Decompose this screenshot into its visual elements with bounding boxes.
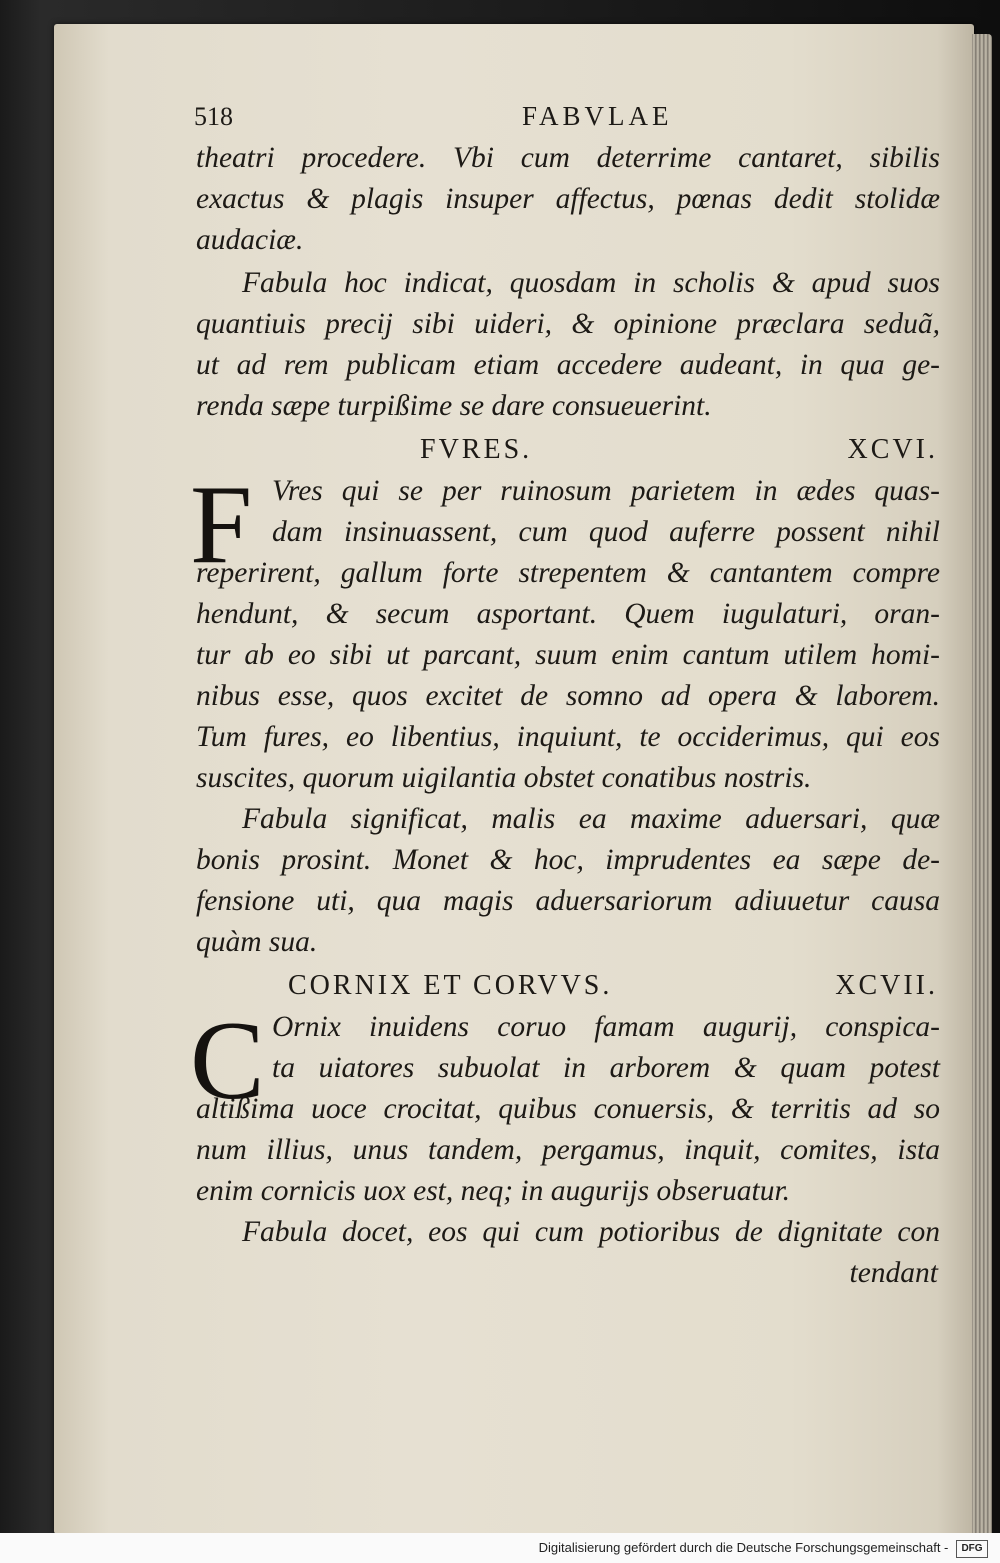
text-line: fensione uti, qua magis aduersariorum adiuuetur causa <box>196 885 940 917</box>
text-line: quantiuis precij sibi uideri, & opinione præclara seduã, <box>196 308 940 340</box>
moral-paragraph <box>196 1212 940 1294</box>
text-line: audaciæ. <box>196 224 304 256</box>
page-header <box>196 96 940 138</box>
drop-cap: C <box>190 999 265 1123</box>
drop-cap: F <box>190 463 253 587</box>
text-line: theatri procedere. Vbi cum deterrime cantaret, sibilis <box>196 142 940 174</box>
text-line: Fabula hoc indicat, quosdam in scholis & apud suos <box>242 267 940 299</box>
fable-heading <box>196 963 940 1007</box>
text-line: Tum fures, eo libentius, inquiunt, te occiderimus, qui eos <box>196 721 940 753</box>
page-text <box>190 96 940 1294</box>
text-line: quàm sua. <box>196 926 318 958</box>
text-line: bonis prosint. Monet & hoc, imprudentes ea sæpe de- <box>196 844 940 876</box>
continuation-text <box>196 138 940 261</box>
page-number: 518 <box>194 102 233 131</box>
moral-paragraph <box>196 799 940 963</box>
text-line: Fabula significat, malis ea maxime aduersari, quæ <box>242 803 940 835</box>
text-line: suscites, quorum uigilantia obstet conatibus nostris. <box>196 762 812 794</box>
text-line: exactus & plagis insuper affectus, pœnas dedit stolidæ <box>196 183 940 215</box>
text-line: tur ab eo sibi ut parcant, suum enim cantum utilem homi- <box>196 639 940 671</box>
footer-text: Digitalisierung gefördert durch die Deutsche Forschungsgemeinschaft - <box>538 1540 949 1555</box>
text-line: Vres qui se per ruinosum parietem in ædes quas- <box>272 475 940 507</box>
text-line: Ornix inuidens coruo famam augurij, conspica- <box>272 1011 940 1043</box>
text-line: ta uiatores subuolat in arborem & quam potest <box>272 1052 940 1084</box>
text-line: enim cornicis uox est, neq; in augurijs obseruatur. <box>196 1175 791 1207</box>
text-line: reperirent, gallum forte strepentem & cantantem compre <box>196 557 940 589</box>
text-line: renda sæpe turpißime se dare consueuerint. <box>196 390 712 422</box>
digitization-footer <box>0 1533 1000 1563</box>
text-line: nibus esse, quos excitet de somno ad opera & laborem. <box>196 680 940 712</box>
dfg-logo-icon: DFG <box>956 1540 988 1558</box>
page-edges <box>972 34 992 1554</box>
running-title: FABVLAE <box>522 101 673 131</box>
fable-number: XCVI. <box>847 434 938 465</box>
fable-title: CORNIX ET CORVVS. <box>288 970 613 1001</box>
fable-heading <box>196 427 940 471</box>
text-line: hendunt, & secum asportant. Quem iugulaturi, oran- <box>196 598 940 630</box>
text-line: dam insinuassent, cum quod auferre possent nihil <box>272 516 940 548</box>
moral-paragraph <box>196 263 940 427</box>
fable-body <box>190 463 940 799</box>
text-line: Fabula docet, eos qui cum potioribus de dignitate con <box>242 1216 940 1248</box>
fable-title: FVRES. <box>420 434 533 465</box>
text-line: altißima uoce crocitat, quibus conuersis, & territis ad so <box>196 1093 940 1125</box>
catchword: tendant <box>849 1257 938 1289</box>
text-line: num illius, unus tandem, pergamus, inquit, comites, ista <box>196 1134 940 1166</box>
text-line: ut ad rem publicam etiam accedere audeant, in qua ge- <box>196 349 940 381</box>
fable-number: XCVII. <box>835 970 938 1001</box>
fable-body <box>190 999 940 1212</box>
